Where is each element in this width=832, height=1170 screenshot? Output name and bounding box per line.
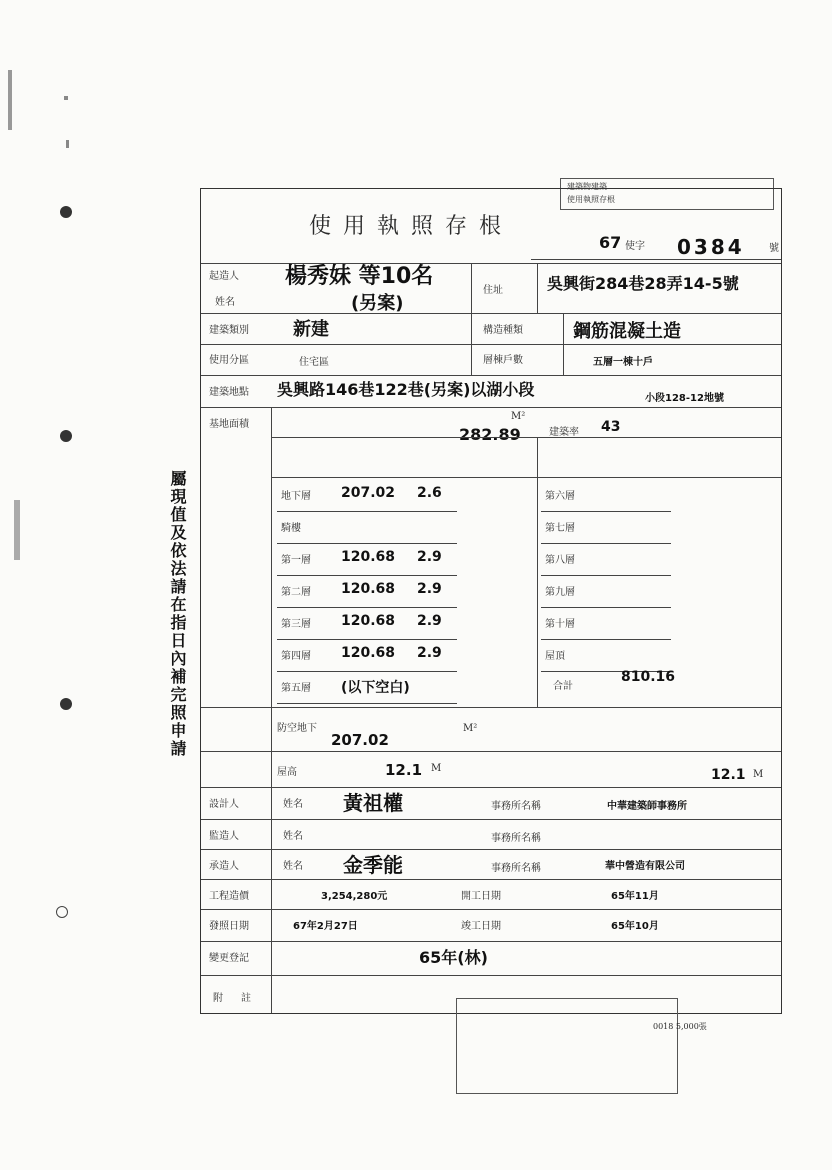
row-line — [541, 639, 671, 640]
floor-height: 2.6 — [417, 485, 442, 501]
basement-unit: M² — [463, 723, 478, 734]
floor-label: 第十層 — [545, 619, 575, 630]
area-value: 282.89 — [459, 425, 521, 444]
row-line — [277, 671, 457, 672]
finish-label: 竣工日期 — [461, 921, 501, 932]
row-line — [277, 511, 457, 512]
col-line — [271, 787, 272, 1013]
floor-height: 2.9 — [417, 549, 442, 565]
households-value: 五層一棟十戶 — [593, 357, 653, 368]
stories-label: 屋高 — [277, 767, 297, 778]
footer-code: 0018 5,000張 — [653, 1022, 707, 1031]
row-line — [201, 313, 781, 314]
license-label: 使字 — [625, 241, 645, 252]
name-label: 姓名 — [215, 297, 235, 308]
builder-firm-label: 事務所名稱 — [491, 863, 541, 874]
firm-value: 中華建築師事務所 — [607, 801, 687, 812]
punch-hole — [60, 698, 72, 710]
amendment-label: 變更登記 — [209, 953, 249, 964]
designer-label: 設計人 — [209, 799, 239, 810]
structure-type: 新建 — [293, 319, 329, 340]
footer-box — [456, 998, 707, 1094]
row-line — [271, 477, 781, 478]
lot-value: 小段128-12地號 — [645, 393, 724, 404]
row-line — [201, 909, 781, 910]
designer-name: 黃祖權 — [343, 791, 403, 815]
finish-value: 65年10月 — [611, 921, 659, 932]
row-line — [271, 437, 781, 438]
builder-firm: 華中營造有限公司 — [605, 861, 685, 872]
owner-alt: (另案) — [351, 293, 404, 314]
floor-area: 120.68 — [341, 613, 396, 629]
floor-height: 2.9 — [417, 645, 442, 661]
floor-area: 120.68 — [341, 581, 396, 597]
structure-type-label: 建築類別 — [209, 325, 249, 336]
start-value: 65年11月 — [611, 891, 659, 902]
address-label: 住址 — [483, 285, 503, 296]
floor-label: 地下層 — [281, 491, 311, 502]
supervisor-name-label: 姓名 — [283, 831, 303, 842]
building-height-unit: M — [753, 769, 764, 780]
floor-label: 第五層 — [281, 683, 311, 694]
cost-value: 3,254,280元 — [321, 891, 388, 902]
row-line — [201, 879, 781, 880]
site-value: 吳興路146巷122巷(另案)以湖小段 — [277, 380, 535, 399]
row-line — [541, 543, 671, 544]
builder-name-label: 姓名 — [283, 861, 303, 872]
license-year: 67 — [599, 233, 622, 252]
row-line — [201, 849, 781, 850]
builder-name: 金季能 — [343, 853, 403, 877]
floor-area: (以下空白) — [341, 680, 410, 696]
scan-mark — [14, 500, 20, 560]
row-line — [201, 407, 781, 408]
floor-label: 第一層 — [281, 555, 311, 566]
row-line — [277, 639, 457, 640]
row-line — [201, 975, 781, 976]
height-unit: M — [431, 763, 442, 774]
floor-area: 120.68 — [341, 549, 396, 565]
row-line — [201, 787, 781, 788]
title-underline — [531, 259, 781, 260]
total-value: 810.16 — [621, 669, 676, 685]
row-line — [541, 607, 671, 608]
row-line — [277, 575, 457, 576]
row-line — [541, 511, 671, 512]
issue-label: 發照日期 — [209, 921, 249, 932]
row-line — [277, 607, 457, 608]
use-label: 使用分區 — [209, 355, 249, 366]
form-title: 使用執照存根 — [309, 214, 514, 239]
license-number: 0384 — [677, 235, 745, 259]
floor-label: 屋頂 — [545, 651, 565, 662]
floor-area: 120.68 — [341, 645, 396, 661]
col-line — [537, 263, 538, 313]
remarks-label: 附註 — [213, 993, 269, 1004]
floor-height: 2.9 — [417, 613, 442, 629]
cost-label: 工程造價 — [209, 891, 249, 902]
firm-label: 事務所名稱 — [491, 801, 541, 812]
issue-value: 67年2月27日 — [293, 921, 358, 932]
header-stamp-line1: 建築物建築 — [567, 182, 607, 191]
floor-label: 騎樓 — [281, 523, 301, 534]
license-suffix: 號 — [769, 243, 779, 254]
row-line — [201, 819, 781, 820]
amendment-value: 65年(林) — [419, 948, 488, 967]
floor-label: 第二層 — [281, 587, 311, 598]
supervisor-label: 監造人 — [209, 831, 239, 842]
punch-hole — [56, 906, 68, 918]
area-unit: M² — [511, 411, 526, 422]
floor-area: 207.02 — [341, 485, 396, 501]
floor-label: 第八層 — [545, 555, 575, 566]
floor-label: 第七層 — [545, 523, 575, 534]
owner-address: 吳興街284巷28弄14-5號 — [547, 274, 739, 293]
scan-mark — [8, 70, 12, 130]
col-line — [271, 407, 272, 797]
start-label: 開工日期 — [461, 891, 501, 902]
stories-value: 12.1 — [385, 761, 423, 779]
scan-mark — [64, 96, 68, 100]
floor-label: 第六層 — [545, 491, 575, 502]
row-line — [201, 344, 781, 345]
builder-label: 承造人 — [209, 861, 239, 872]
coverage-value: 43 — [601, 419, 621, 435]
owner-label: 起造人 — [209, 271, 239, 282]
row-line — [201, 941, 781, 942]
total-label: 合計 — [553, 681, 573, 692]
license-form — [200, 188, 782, 1014]
structure-label: 構造種類 — [483, 325, 523, 336]
row-line — [201, 707, 781, 708]
supervisor-firm-label: 事務所名稱 — [491, 833, 541, 844]
scan-mark — [66, 140, 69, 148]
floor-label: 第三層 — [281, 619, 311, 630]
header-stamp-line2: 使用執照存根 — [567, 195, 615, 204]
col-line — [471, 263, 472, 313]
area-label: 基地面積 — [209, 419, 249, 430]
coverage-label: 建築率 — [549, 427, 579, 438]
basement-label: 防空地下 — [277, 723, 317, 734]
row-line — [201, 751, 781, 752]
floor-height: 2.9 — [417, 581, 442, 597]
row-line — [201, 375, 781, 376]
row-line — [541, 575, 671, 576]
side-note: 屬現值及依法請在指日內補完照申請 — [168, 470, 187, 758]
designer-name-label: 姓名 — [283, 799, 303, 810]
structure-value: 鋼筋混凝土造 — [573, 321, 681, 342]
punch-hole — [60, 206, 72, 218]
households-label: 層棟戶數 — [483, 355, 523, 366]
floor-label: 第九層 — [545, 587, 575, 598]
floor-label: 第四層 — [281, 651, 311, 662]
basement-area: 207.02 — [331, 731, 389, 749]
punch-hole — [60, 430, 72, 442]
building-height: 12.1 — [711, 767, 746, 783]
site-label: 建築地點 — [209, 387, 249, 398]
use-value: 住宅區 — [299, 357, 329, 368]
owner-name: 楊秀妹 等10名 — [285, 264, 434, 289]
row-line — [277, 703, 457, 704]
row-line — [277, 543, 457, 544]
